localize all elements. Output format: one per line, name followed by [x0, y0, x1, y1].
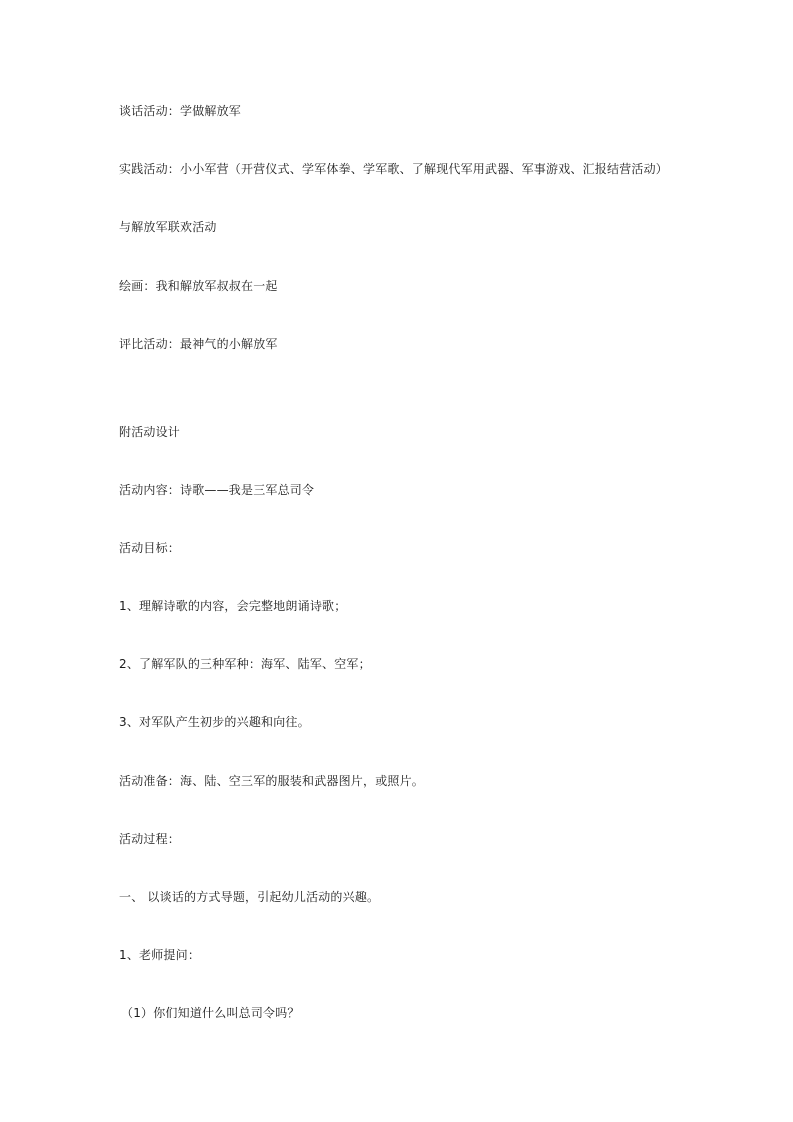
- section-heading-activity-design: 附活动设计: [119, 425, 181, 439]
- paragraph-drawing: 绘画：我和解放军叔叔在一起: [119, 279, 278, 293]
- list-item-goal-3: 3、对军队产生初步的兴趣和向往。: [119, 715, 310, 729]
- paragraph-preparation: 活动准备：海、陆、空三军的服装和武器图片，或照片。: [119, 774, 425, 788]
- paragraph-activity-goals: 活动目标：: [119, 541, 181, 555]
- list-item-question-1: （1）你们知道什么叫总司令吗？: [121, 1006, 300, 1020]
- list-item-goal-1: 1、理解诗歌的内容，会完整地朗诵诗歌；: [119, 599, 347, 613]
- paragraph-process: 活动过程：: [119, 832, 181, 846]
- paragraph-talk-activity: 谈话活动：学做解放军: [119, 104, 242, 118]
- list-item-goal-2: 2、了解军队的三种军种：海军、陆军、空军；: [119, 657, 371, 671]
- paragraph-activity-content: 活动内容：诗歌——我是三军总司令: [119, 483, 315, 497]
- paragraph-party-activity: 与解放军联欢活动: [119, 220, 217, 234]
- paragraph-evaluation: 评比活动：最神气的小解放军: [119, 337, 278, 351]
- paragraph-practice-activity: 实践活动：小小军营（开营仪式、学军体拳、学军歌、了解现代军用武器、军事游戏、汇报结营活动）: [119, 162, 669, 176]
- list-item-step-1: 一、 以谈话的方式导题，引起幼儿活动的兴趣。: [119, 890, 380, 904]
- list-item-teacher-question: 1、老师提问：: [119, 948, 201, 962]
